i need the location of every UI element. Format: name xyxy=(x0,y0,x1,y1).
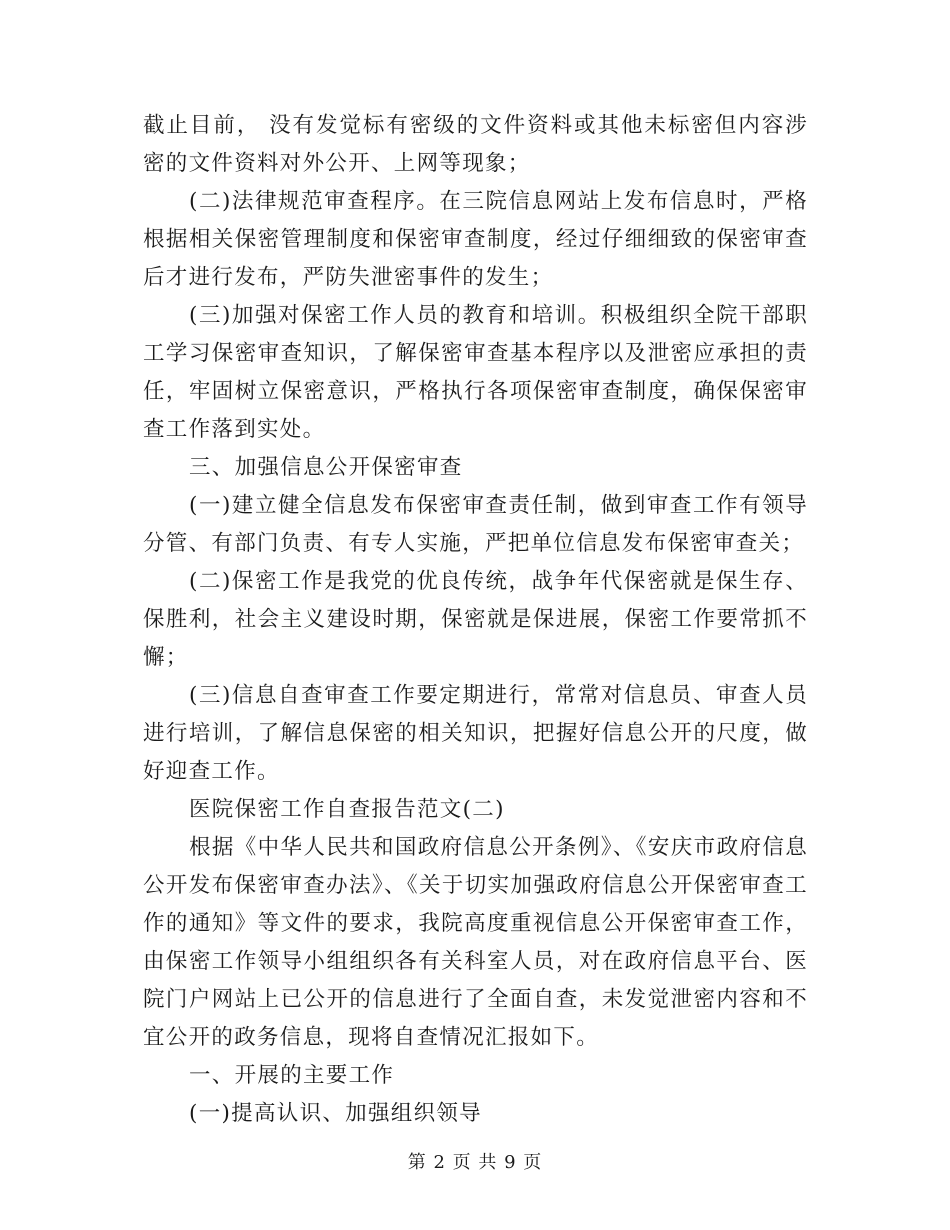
paragraph-item-2: (二)法律规范审查程序。在三院信息网站上发布信息时，严格根据相关保密管理制度和保密审查制度，经过仔细细致的保密审查后才进行发布，严防失泄密事件的发生； xyxy=(143,189,808,290)
page-number-footer: 第 2 页 共 9 页 xyxy=(407,1152,543,1173)
paragraph-section3-item-2: (二)保密工作是我党的优良传统，战争年代保密就是保生存、保胜利，社会主义建设时期，保密就是保进展，保密工作要常抓不懈； xyxy=(143,569,808,670)
section-heading-1: 一、开展的主要工作 xyxy=(189,1063,395,1088)
report-subtitle: 医院保密工作自查报告范文(二) xyxy=(189,797,505,822)
paragraph-item-3: (三)加强对保密工作人员的教育和培训。积极组织全院干部职工学习保密审查知识，了解保密审查基本程序以及泄密应承担的责任，牢固树立保密意识，严格执行各项保密审查制度，确保保密审查工作落到实处。 xyxy=(143,303,808,442)
section-heading-3: 三、加强信息公开保密审查 xyxy=(189,455,463,480)
subsection-heading-1: (一)提高认识、加强组织领导 xyxy=(189,1101,482,1126)
paragraph-section3-item-1: (一)建立健全信息发布保密审查责任制，做到审查工作有领导分管、有部门负责、有专人实施，严把单位信息发布保密审查关； xyxy=(143,493,808,556)
paragraph-section3-item-3: (三)信息自查审查工作要定期进行，常常对信息员、审查人员进行培训，了解信息保密的相关知识，把握好信息公开的尺度，做好迎查工作。 xyxy=(143,683,808,784)
paragraph-intro: 根据《中华人民共和国政府信息公开条例》、《安庆市政府信息公开发布保密审查办法》、《关于切实加强政府信息公开保密审查工作的通知》等文件的要求，我院高度重视信息公开保密审查工作，由保密工作领导小组组织各有关科室人员，对在政府信息平台、医院门户网站上已公开的信息进行了全面自查，未发觉泄密内容和不宜公开的政务信息，现将自查情况汇报如下。 xyxy=(143,835,808,1050)
document-body xyxy=(143,107,808,1133)
paragraph-continuation: 截止目前， 没有发觉标有密级的文件资料或其他未标密但内容涉密的文件资料对外公开、上网等现象； xyxy=(143,113,808,176)
